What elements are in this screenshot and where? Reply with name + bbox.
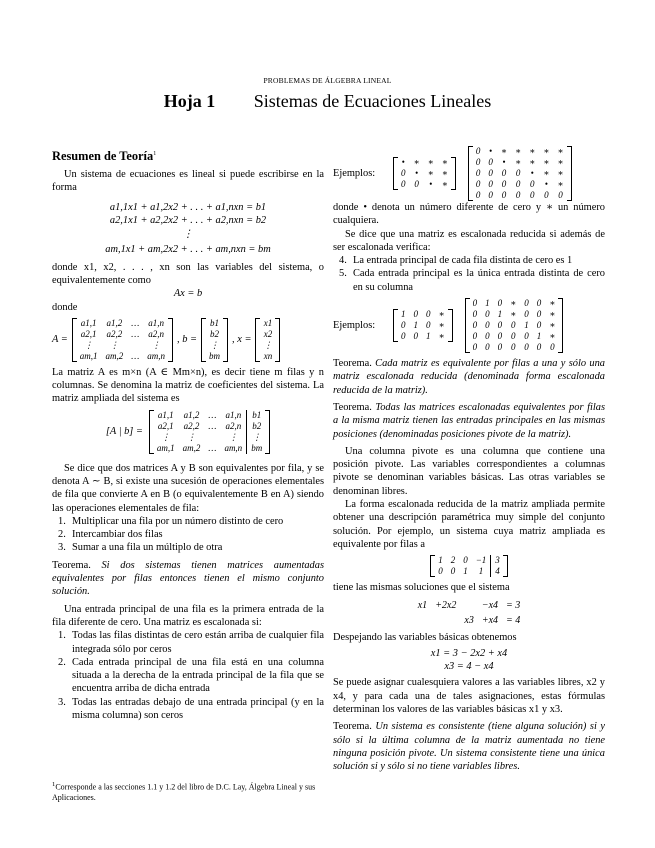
matrix-cell: ∗: [557, 157, 564, 167]
matrix-cell: ⋮: [161, 431, 171, 442]
matrix-cell: 0: [475, 157, 481, 167]
matrix-cell: ∗: [438, 320, 445, 331]
matrix-cell: 0: [536, 342, 542, 353]
equation: a1,1x1 + a1,2x2 + . . . + a1,nxn = b1: [109, 201, 267, 213]
matrix-cell: 1: [485, 298, 490, 309]
vector-b: [201, 318, 228, 362]
matrix-cell: 0: [450, 566, 456, 577]
example-matrix: [393, 157, 456, 190]
matrix-cell: 0: [501, 190, 507, 200]
row-operations-list: [52, 515, 324, 555]
matrix-cell: 0: [515, 179, 521, 189]
equation: am,1x1 + am,2x2 + . . . + am,nxn = bm: [105, 244, 271, 256]
matrix-cell: −1: [475, 555, 487, 566]
matrix-cell: 0: [472, 342, 478, 353]
list-item: 3. Sumar a una fila un múltiplo de otra: [58, 542, 223, 554]
matrix-cell: ∗: [438, 331, 445, 342]
matrix-cell: ∗: [557, 179, 564, 189]
matrix-cell: 1: [426, 331, 431, 342]
matrix-cell: 0: [488, 190, 493, 200]
matrix-cell: ∗: [549, 320, 556, 331]
matrix-cell: …: [131, 350, 140, 361]
equation-axb: Ax = b: [173, 288, 203, 300]
matrix-cell: ∗: [500, 146, 507, 156]
matrix-cell: …: [208, 420, 217, 431]
matrix-cell: ∗: [441, 157, 448, 167]
b-label: , b =: [177, 334, 198, 346]
reduced-list: [333, 254, 605, 294]
paragraph: donde x1, x2, . . . , xn son las variables del sistema, o equivalentemente como: [52, 261, 324, 286]
equation-term: [415, 614, 430, 627]
echelon-examples: [333, 146, 605, 201]
list-item: 3. Todas las entradas debajo de una entrada principal (y en la misma columna) son ceros: [58, 696, 324, 722]
matrix-cell: 0: [524, 298, 529, 309]
matrix-cell: ∗: [515, 157, 522, 167]
matrix-cell: ∗: [438, 309, 445, 320]
matrix-cell: 0: [472, 320, 478, 331]
matrix-cell: •: [414, 168, 419, 178]
equation-term: x3: [464, 614, 474, 626]
matrix-cell: 0: [485, 320, 490, 331]
matrix-cell: 3: [491, 555, 504, 566]
matrix-cell: 0: [413, 331, 418, 342]
matrix-cell: 0: [463, 555, 468, 566]
matrix-cell: ∗: [549, 298, 556, 309]
x-label: , x =: [232, 334, 252, 346]
matrix-cell: •: [429, 179, 433, 189]
matrix-cell: 0: [475, 168, 481, 178]
matrix-cell: 0: [472, 309, 478, 320]
matrix-cell: 0: [401, 179, 406, 189]
paragraph: Se dice que dos matrices A y B son equivalentes por fila, y se denota A ∼ B, si existe una sucesión de operaciones elementales de fila que convierte A en B (o equivalentemente B en A) siendo las operaciones elementales de fila:: [52, 462, 324, 514]
matrix-cell: …: [131, 317, 140, 328]
matrix-cell: 0: [485, 331, 490, 342]
matrix-cell: 2: [450, 555, 456, 566]
equation-term: = 3: [506, 599, 521, 611]
matrix-cell: 0: [497, 331, 503, 342]
equation-system-example: [413, 597, 526, 629]
a-label: A =: [52, 334, 68, 346]
matrix-cell: 1: [497, 309, 503, 320]
paragraph: donde: [52, 301, 78, 313]
equation-system: [52, 201, 324, 257]
matrix-cell: ∗: [441, 168, 448, 178]
matrix-cell: ∗: [543, 157, 550, 167]
matrix-cell: 0: [488, 168, 493, 178]
paragraph: Se puede asignar cualesquiera valores a las variables libres, x2 y x4, y para cada una de tales asignaciones, estas fórmulas determinan los valores de las variables básicas x1 y x3.: [333, 677, 605, 716]
running-head: PROBLEMAS DE ÁLGEBRA LINEAL: [263, 76, 392, 85]
matrix-cell: •: [502, 157, 506, 167]
matrix-cell: •: [530, 168, 534, 178]
matrix-cell: a2,n: [225, 420, 242, 431]
paragraph: Un sistema de ecuaciones es lineal si puede escribirse en la forma: [52, 169, 324, 194]
example-matrix: [468, 146, 572, 201]
matrix-cell: x2: [263, 328, 273, 339]
matrix-cell: 0: [488, 157, 493, 167]
equation-row: [415, 614, 524, 627]
ab-label: [A | b] =: [105, 426, 143, 438]
matrix-cell: b2: [210, 328, 220, 339]
matrix-cell: •: [489, 146, 493, 156]
matrix-cell: a2,n: [148, 328, 165, 339]
matrix-cell: 1: [413, 320, 418, 331]
matrix-cell: 0: [550, 342, 555, 353]
equation-term: = 4: [506, 614, 521, 626]
matrix-cell: a2,1: [80, 328, 97, 339]
matrix-cell: 0: [529, 179, 535, 189]
solution-equations: [333, 647, 605, 674]
matrix-cell: 0: [536, 298, 542, 309]
example-matrix: [393, 309, 453, 342]
paragraph: Una columna pivote es una columna que contiene una posición pivote. Las variables correspondientes a columnas pivote se denominan variables básicas. Las otras variables se denominan libres.: [333, 445, 605, 497]
matrix-cell: 0: [529, 190, 535, 200]
matrix-cell: a1,n: [225, 409, 242, 420]
matrix-a: [72, 318, 173, 362]
examples-label: Ejemplos:: [333, 167, 376, 179]
equation-term: [432, 614, 459, 627]
matrix-cell: ⋮: [151, 339, 161, 350]
matrix-cell: ⋮: [247, 432, 267, 443]
list-item: 1. Multiplicar una fila por un número distinto de cero: [58, 515, 284, 527]
matrix-cell: a1,2: [106, 317, 123, 328]
matrix-cell: 1: [401, 309, 406, 320]
matrix-cell: b1: [210, 317, 220, 328]
matrix-cell: bm: [209, 350, 221, 361]
equation-term: +x4: [481, 614, 499, 626]
theorem: Teorema. Cada matriz es equivalente por filas a una y sólo una matriz escalonada reducida (denominada forma escalonada reducida de la matriz).: [333, 358, 605, 396]
equation-term: +2x2: [435, 599, 457, 611]
example-matrix: [465, 298, 564, 353]
matrix-cell: ∗: [427, 157, 434, 167]
matrix-ab: [149, 410, 270, 454]
matrix-cell: 0: [401, 168, 406, 178]
equation-row: [415, 599, 524, 612]
matrix-cell: 0: [497, 342, 503, 353]
matrix-cell: 0: [488, 179, 493, 189]
matrix-cell: ∗: [441, 179, 448, 189]
matrix-cell: 0: [497, 298, 503, 309]
matrix-cell: 0: [510, 342, 516, 353]
matrix-cell: 0: [401, 331, 406, 342]
equation-term: x1: [417, 599, 428, 611]
matrix-cell: ∗: [557, 146, 564, 156]
matrix-cell: 0: [501, 168, 507, 178]
matrix-cell: a2,1: [157, 420, 174, 431]
matrix-cell: am,n: [147, 350, 166, 361]
matrix-cell: 0: [472, 298, 478, 309]
matrix-cell: 0: [510, 331, 516, 342]
echelon-list: [52, 629, 324, 722]
matrix-cell: [204, 432, 220, 443]
paragraph: Se dice que una matriz es escalonada reducida si además de ser escalonada verifica:: [333, 228, 605, 253]
matrix-cell: 0: [401, 320, 406, 331]
theorem: Teorema. Un sistema es consistente (tiene alguna solución) si y sólo si la última columna de la matriz aumentada no tiene ninguna posición pivote. Un sistema consistente tiene una única solución si y sólo si no tiene variables libres.: [333, 721, 605, 773]
matrix-cell: ⋮: [84, 339, 94, 350]
theorem: Teorema. Todas las matrices escalonadas equivalentes por filas a la misma matriz tienen las entradas principales en las mismas posiciones (denominadas posiciones pivote de la matriz).: [333, 401, 605, 440]
matrix-cell: 0: [510, 320, 516, 331]
matrix-cell: 0: [497, 320, 503, 331]
matrix-cell: ∗: [515, 146, 522, 156]
matrix-cell: …: [131, 328, 140, 339]
matrix-cell: 0: [485, 342, 490, 353]
page-title: [0, 90, 655, 112]
matrix-cell: ∗: [427, 168, 434, 178]
matrix-cell: 0: [426, 309, 431, 320]
matrix-cell: 1: [536, 331, 542, 342]
matrix-cell: •: [401, 157, 405, 167]
matrix-cell: ∗: [510, 309, 517, 320]
matrix-cell: •: [544, 179, 548, 189]
reduced-examples: [333, 298, 605, 353]
examples-label: Ejemplos:: [333, 319, 376, 331]
matrix-cell: 0: [475, 146, 481, 156]
matrix-cell: a2,2: [183, 420, 200, 431]
list-item: 1. Todas las filas distintas de cero están arriba de cualquier fila integrada sólo por ceros: [58, 630, 324, 655]
equation: x1 = 3 − 2x2 + x4: [430, 647, 508, 659]
matrix-cell: 0: [414, 179, 419, 189]
matrix-cell: b2: [247, 421, 267, 432]
matrix-cell: 0: [475, 190, 481, 200]
matrix-cell: 0: [558, 190, 563, 200]
matrix-cell: ⋮: [109, 339, 119, 350]
matrix-cell: 0: [515, 190, 521, 200]
matrix-cell: …: [208, 409, 217, 420]
matrix-cell: ∗: [529, 157, 536, 167]
matrix-cell: a1,n: [148, 317, 165, 328]
matrix-cell: 1: [438, 555, 443, 566]
matrix-cell: am,1: [156, 442, 175, 453]
matrix-cell: 0: [426, 320, 431, 331]
right-column: [333, 146, 605, 774]
matrix-cell: a1,1: [157, 409, 174, 420]
augmented-example: [333, 555, 605, 577]
equation-term: −x4: [481, 599, 499, 611]
paragraph: Despejando las variables básicas obtenemos: [333, 631, 517, 643]
matrix-cell: 0: [472, 331, 478, 342]
matrix-cell: ∗: [549, 331, 556, 342]
equation-dots: ⋮: [182, 229, 194, 241]
matrix-cell: 1: [463, 566, 468, 577]
matrix-cell: 0: [485, 309, 490, 320]
matrix-cell: ∗: [543, 168, 550, 178]
matrix-aug-example: [430, 555, 508, 577]
matrix-cell: 0: [515, 168, 521, 178]
matrix-cell: 0: [524, 331, 529, 342]
matrix-cell: 0: [536, 320, 542, 331]
matrix-cell: 0: [501, 179, 507, 189]
theorem: Teorema. Si dos sistemas tienen matrices aumentadas equivalentes por filas entonces tienen el mismo conjunto solución.: [52, 559, 324, 598]
matrix-cell: ∗: [557, 168, 564, 178]
matrix-cell: 1: [478, 566, 484, 577]
equation: a2,1x1 + a2,2x2 + . . . + a2,nxn = b2: [109, 215, 267, 227]
list-item: 2. Cada entrada principal de una fila está en una columna situada a la derecha de la entrada principal de la fila que se encuentra arriba de dicha entrada: [58, 656, 324, 695]
matrix-cell: xn: [263, 350, 273, 361]
matrix-cell: 0: [524, 342, 529, 353]
equation: x3 = 4 − x4: [444, 661, 494, 673]
paragraph: Una entrada principal de una fila es la primera entrada de la fila diferente de cero. Una matriz es escalonada si:: [52, 603, 324, 628]
section-title: Resumen de Teoría$^1$: [52, 149, 157, 164]
paragraph: La forma escalonada reducida de la matriz ampliada permite obtener una descripción paramétrica muy simple del conjunto solución. Por ejemplo, un sistema cuya matriz ampliada es equivalente por filas a: [333, 499, 605, 550]
matrix-cell: am,2: [182, 442, 201, 453]
sheet-number: Hoja 1: [163, 91, 216, 111]
matrix-cell: [127, 340, 143, 351]
matrix-cell: ⋮: [228, 431, 238, 442]
matrix-cell: 0: [544, 190, 549, 200]
matrix-cell: am,n: [224, 442, 243, 453]
matrix-cell: 0: [536, 309, 542, 320]
list-item: 2. Intercambiar dos filas: [58, 529, 163, 541]
matrix-cell: ⋮: [210, 339, 220, 350]
matrix-cell: bm: [247, 443, 267, 454]
matrix-cell: 0: [413, 309, 418, 320]
matrix-cell: a1,2: [183, 409, 200, 420]
equation-term: [461, 599, 476, 612]
matrix-cell: a1,1: [80, 317, 97, 328]
paragraph: La matriz A es m×n (A ∈ Mm×n), es decir tiene m filas y n columnas. Se denomina la matriz de coeficientes del sistema. La matriz ampliada del sistema es: [52, 366, 324, 405]
matrix-cell: 0: [438, 566, 443, 577]
matrix-cell: …: [208, 442, 217, 453]
matrix-cell: ∗: [510, 298, 517, 309]
matrix-cell: a2,2: [106, 328, 123, 339]
matrix-cell: 0: [524, 309, 529, 320]
matrix-cell: ⋮: [263, 339, 273, 350]
matrix-cell: ∗: [529, 146, 536, 156]
matrix-cell: ∗: [543, 146, 550, 156]
matrix-cell: 0: [475, 179, 481, 189]
left-column: [52, 146, 324, 722]
sheet-title: Sistemas de Ecuaciones Lineales: [253, 91, 492, 111]
matrix-definitions: [52, 318, 324, 362]
paragraph: donde • denota un número diferente de cero y ∗ un número cualquiera.: [333, 202, 605, 227]
matrix-cell: 1: [524, 320, 529, 331]
vector-x: [255, 318, 280, 362]
matrix-cell: b1: [247, 410, 267, 421]
matrix-cell: ⋮: [187, 431, 197, 442]
matrix-cell: ∗: [413, 157, 420, 167]
augmented-matrix: [52, 410, 324, 454]
list-item: 4. La entrada principal de cada fila distinta de cero es 1: [339, 255, 573, 267]
footnote: $^1$Corresponde a las secciones 1.1 y 1.2 del libro de D.C. Lay, Álgebra Lineal y sus Aplicaciones.: [52, 781, 316, 802]
matrix-cell: 4: [491, 566, 504, 577]
matrix-cell: am,2: [105, 350, 124, 361]
matrix-cell: am,1: [79, 350, 98, 361]
matrix-cell: x1: [263, 317, 273, 328]
paragraph: tiene las mismas soluciones que el sistema: [333, 582, 510, 594]
matrix-cell: ∗: [549, 309, 556, 320]
list-item: 5. Cada entrada principal es la única entrada distinta de cero en su columna: [339, 268, 605, 293]
